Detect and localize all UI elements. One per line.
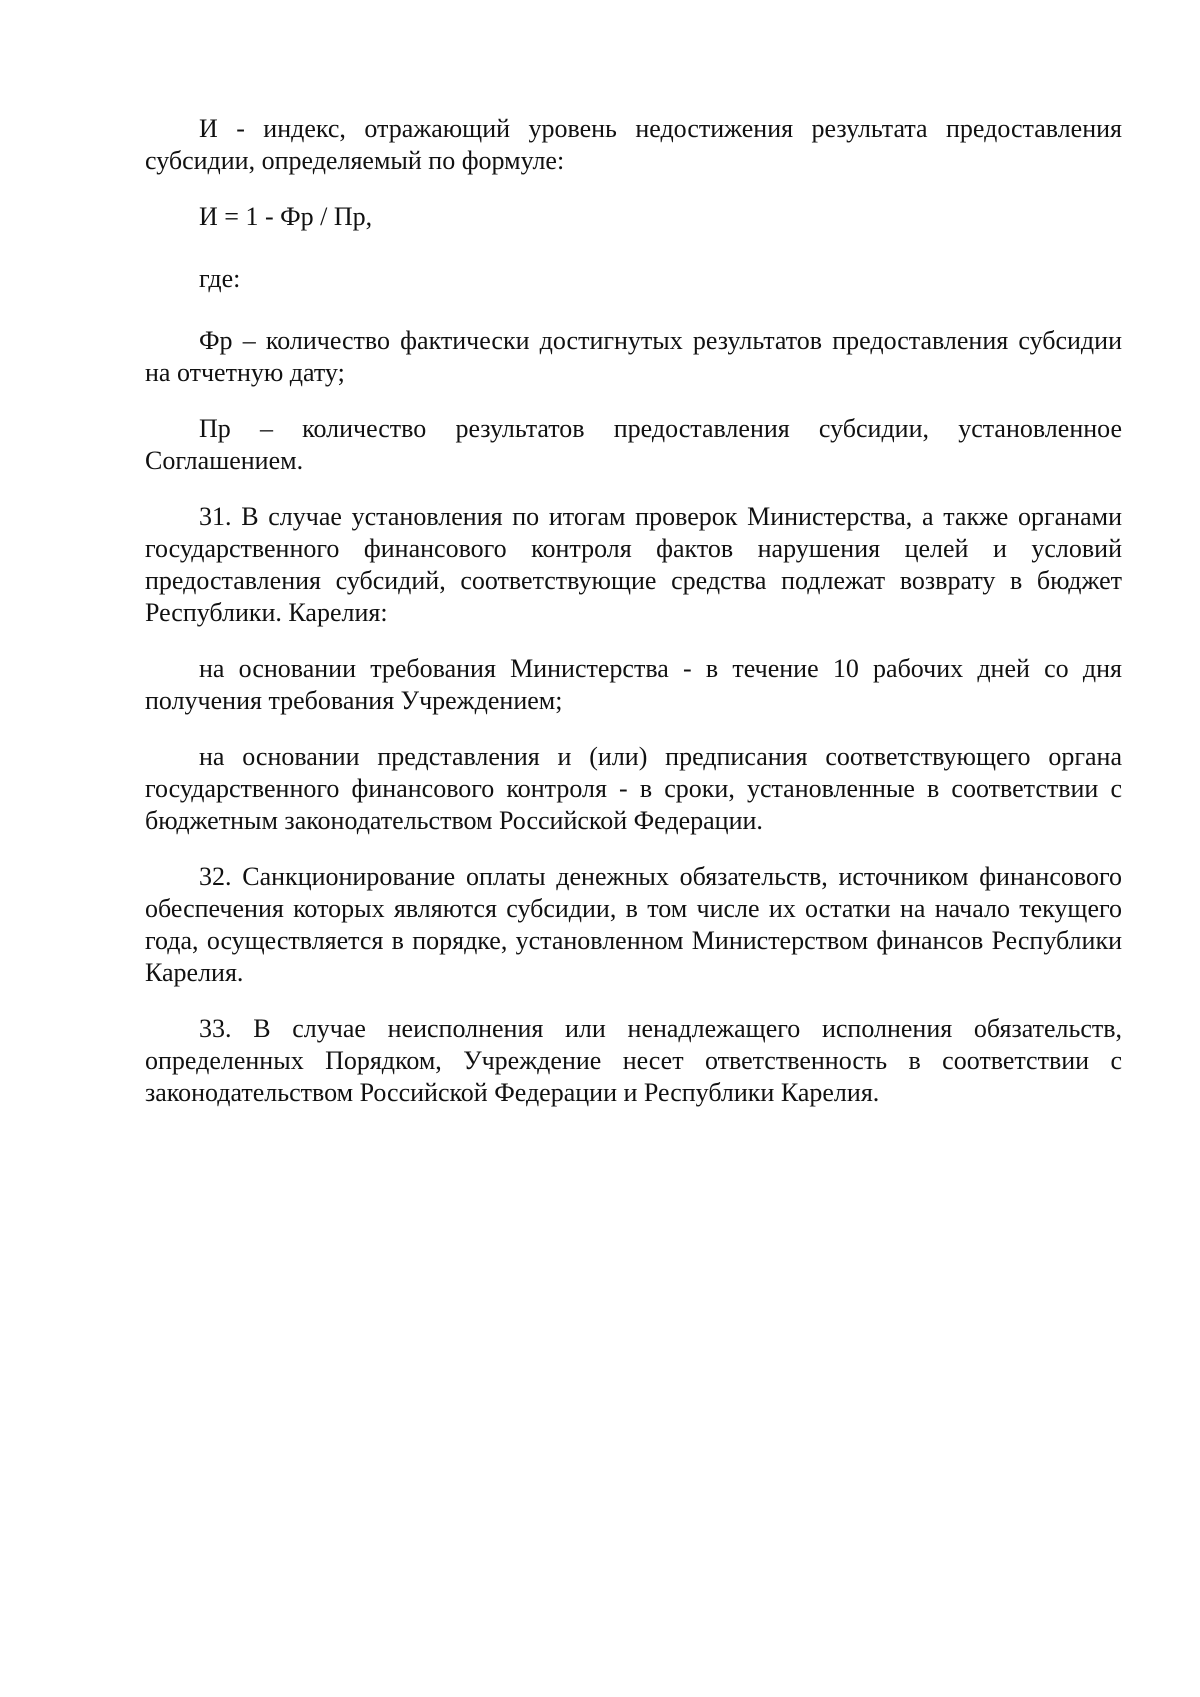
paragraph-ministry-demand: на основании требования Министерства - в течение 10 рабочих дней со дня получения требования Учреждением; (145, 654, 1122, 715)
paragraph-32: 32. Санкционирование оплаты денежных обязательств, источником финансового обеспечения которых являются субсидии, в том числе их остатки на начало текущего года, осуществляется в порядке, установленном Министерством финансов Республики Карелия. (145, 862, 1122, 987)
paragraph-formula: И = 1 - Фр / Пр, (199, 202, 373, 231)
paragraph-index-definition: И - индекс, отражающий уровень недостижения результата предоставления субсидии, определяемый по формуле: (145, 114, 1122, 175)
paragraph-control-order: на основании представления и (или) предписания соответствующего органа государственного финансового контроля - в сроки, установленные в соответствии с бюджетным законодательством Российской Федерации. (145, 742, 1122, 835)
document-body (145, 113, 1122, 1133)
paragraph-fr-definition: Фр – количество фактически достигнутых результатов предоставления субсидии на отчетную дату; (145, 326, 1122, 387)
paragraph-33: 33. В случае неисполнения или ненадлежащего исполнения обязательств, определенных Порядком, Учреждение несет ответственность в соответствии с законодательством Российской Федерации и Республики Карелия. (145, 1014, 1122, 1107)
paragraph-pr-definition: Пр – количество результатов предоставления субсидии, установленное Соглашением. (145, 414, 1122, 475)
paragraph-where: где: (199, 264, 241, 293)
paragraph-31: 31. В случае установления по итогам проверок Министерства, а также органами государственного финансового контроля фактов нарушения целей и условий предоставления субсидий, соответствующие средства подлежат возврату в бюджет Республики. Карелия: (145, 502, 1122, 627)
